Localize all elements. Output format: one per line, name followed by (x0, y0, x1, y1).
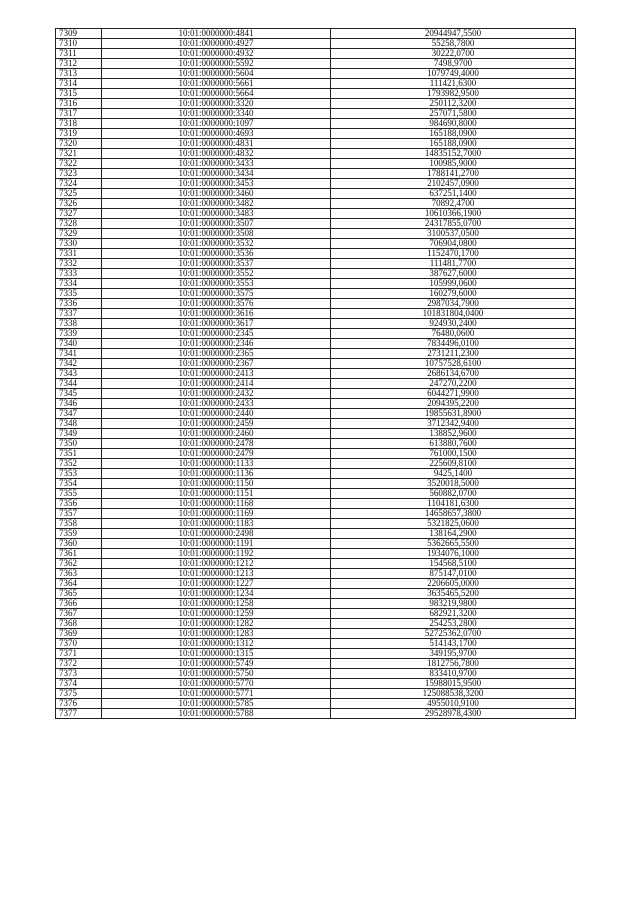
row-number-cell: 7344 (56, 379, 102, 389)
row-number-cell: 7363 (56, 569, 102, 579)
cadastral-number-cell: 10:01:0000000:2346 (102, 339, 331, 349)
table-row (56, 179, 576, 189)
value-cell: 3520018,5000 (331, 479, 576, 489)
cadastral-number-cell: 10:01:0000000:3536 (102, 249, 331, 259)
cadastral-number-cell: 10:01:0000000:1283 (102, 629, 331, 639)
row-number-cell: 7346 (56, 399, 102, 409)
cadastral-number-cell: 10:01:0000000:3616 (102, 309, 331, 319)
table-row (56, 119, 576, 129)
row-number-cell: 7318 (56, 119, 102, 129)
cadastral-number-cell: 10:01:0000000:3460 (102, 189, 331, 199)
value-cell: 160279,6000 (331, 289, 576, 299)
cadastral-number-cell: 10:01:0000000:1097 (102, 119, 331, 129)
value-cell: 984690,8000 (331, 119, 576, 129)
table-row (56, 329, 576, 339)
row-number-cell: 7369 (56, 629, 102, 639)
table-row (56, 599, 576, 609)
value-cell: 138852,9600 (331, 429, 576, 439)
row-number-cell: 7354 (56, 479, 102, 489)
cadastral-number-cell: 10:01:0000000:1315 (102, 649, 331, 659)
row-number-cell: 7343 (56, 369, 102, 379)
value-cell: 7834496,0100 (331, 339, 576, 349)
cadastral-number-cell: 10:01:0000000:3507 (102, 219, 331, 229)
cadastral-number-cell: 10:01:0000000:2433 (102, 399, 331, 409)
cadastral-number-cell: 10:01:0000000:1191 (102, 539, 331, 549)
table-row (56, 99, 576, 109)
row-number-cell: 7311 (56, 49, 102, 59)
table-row (56, 389, 576, 399)
value-cell: 706904,0800 (331, 239, 576, 249)
cadastral-number-cell: 10:01:0000000:4693 (102, 129, 331, 139)
row-number-cell: 7331 (56, 249, 102, 259)
table-row (56, 699, 576, 709)
cadastral-number-cell: 10:01:0000000:5592 (102, 59, 331, 69)
row-number-cell: 7323 (56, 169, 102, 179)
value-cell: 7498,9700 (331, 59, 576, 69)
table-row (56, 639, 576, 649)
value-cell: 514143,1700 (331, 639, 576, 649)
value-cell: 637251,1400 (331, 189, 576, 199)
cadastral-number-cell: 10:01:0000000:1258 (102, 599, 331, 609)
value-cell: 254253,2800 (331, 619, 576, 629)
table-row (56, 129, 576, 139)
value-cell: 2987034,7900 (331, 299, 576, 309)
value-cell: 2731211,2300 (331, 349, 576, 359)
cadastral-number-cell: 10:01:0000000:1212 (102, 559, 331, 569)
cadastral-number-cell: 10:01:0000000:1213 (102, 569, 331, 579)
row-number-cell: 7353 (56, 469, 102, 479)
value-cell: 125088538,3200 (331, 689, 576, 699)
table-row (56, 39, 576, 49)
cadastral-number-cell: 10:01:0000000:5770 (102, 679, 331, 689)
value-cell: 1934076,1000 (331, 549, 576, 559)
cadastral-number-cell: 10:01:0000000:3553 (102, 279, 331, 289)
cadastral-number-cell: 10:01:0000000:1136 (102, 469, 331, 479)
cadastral-number-cell: 10:01:0000000:1282 (102, 619, 331, 629)
table-row (56, 399, 576, 409)
row-number-cell: 7317 (56, 109, 102, 119)
value-cell: 2206605,0000 (331, 579, 576, 589)
cadastral-number-cell: 10:01:0000000:3617 (102, 319, 331, 329)
cadastral-number-cell: 10:01:0000000:1234 (102, 589, 331, 599)
row-number-cell: 7316 (56, 99, 102, 109)
table-row (56, 239, 576, 249)
value-cell: 70892,4700 (331, 199, 576, 209)
row-number-cell: 7335 (56, 289, 102, 299)
table-row (56, 539, 576, 549)
table-row (56, 629, 576, 639)
table-row (56, 69, 576, 79)
table-row (56, 609, 576, 619)
cadastral-number-cell: 10:01:0000000:5788 (102, 709, 331, 719)
value-cell: 10610366,1900 (331, 209, 576, 219)
cadastral-number-cell: 10:01:0000000:3453 (102, 179, 331, 189)
value-cell: 55258,7800 (331, 39, 576, 49)
row-number-cell: 7377 (56, 709, 102, 719)
value-cell: 257071,5800 (331, 109, 576, 119)
row-number-cell: 7319 (56, 129, 102, 139)
value-cell: 682921,3200 (331, 609, 576, 619)
cadastral-number-cell: 10:01:0000000:1150 (102, 479, 331, 489)
table-row (56, 209, 576, 219)
value-cell: 761000,1500 (331, 449, 576, 459)
table-row (56, 189, 576, 199)
table-row (56, 259, 576, 269)
row-number-cell: 7342 (56, 359, 102, 369)
row-number-cell: 7349 (56, 429, 102, 439)
value-cell: 3712342,9400 (331, 419, 576, 429)
cadastral-number-cell: 10:01:0000000:4831 (102, 139, 331, 149)
table-row (56, 29, 576, 39)
cadastral-number-cell: 10:01:0000000:2432 (102, 389, 331, 399)
table-row (56, 229, 576, 239)
table-row (56, 249, 576, 259)
cadastral-number-cell: 10:01:0000000:5664 (102, 89, 331, 99)
cadastral-number-cell: 10:01:0000000:3483 (102, 209, 331, 219)
value-cell: 2094395,2200 (331, 399, 576, 409)
table-row (56, 299, 576, 309)
row-number-cell: 7315 (56, 89, 102, 99)
value-cell: 111481,7700 (331, 259, 576, 269)
row-number-cell: 7355 (56, 489, 102, 499)
row-number-cell: 7341 (56, 349, 102, 359)
table-row (56, 689, 576, 699)
cadastral-number-cell: 10:01:0000000:1151 (102, 489, 331, 499)
cadastral-number-cell: 10:01:0000000:3537 (102, 259, 331, 269)
row-number-cell: 7368 (56, 619, 102, 629)
cadastral-number-cell: 10:01:0000000:3433 (102, 159, 331, 169)
table-row (56, 109, 576, 119)
row-number-cell: 7362 (56, 559, 102, 569)
row-number-cell: 7365 (56, 589, 102, 599)
cadastral-number-cell: 10:01:0000000:1312 (102, 639, 331, 649)
row-number-cell: 7347 (56, 409, 102, 419)
row-number-cell: 7366 (56, 599, 102, 609)
row-number-cell: 7328 (56, 219, 102, 229)
cadastral-number-cell: 10:01:0000000:2460 (102, 429, 331, 439)
row-number-cell: 7339 (56, 329, 102, 339)
cadastral-number-cell: 10:01:0000000:4832 (102, 149, 331, 159)
value-cell: 3635465,5200 (331, 589, 576, 599)
value-cell: 3100537,0500 (331, 229, 576, 239)
cadastral-number-cell: 10:01:0000000:3508 (102, 229, 331, 239)
value-cell: 247270,2200 (331, 379, 576, 389)
value-cell: 29528978,4300 (331, 709, 576, 719)
table-row (56, 49, 576, 59)
value-cell: 875147,0100 (331, 569, 576, 579)
table-row (56, 319, 576, 329)
row-number-cell: 7373 (56, 669, 102, 679)
row-number-cell: 7356 (56, 499, 102, 509)
value-cell: 6044271,9900 (331, 389, 576, 399)
cadastral-number-cell: 10:01:0000000:1133 (102, 459, 331, 469)
row-number-cell: 7352 (56, 459, 102, 469)
table-row (56, 459, 576, 469)
table-row (56, 479, 576, 489)
value-cell: 349195,9700 (331, 649, 576, 659)
cadastral-number-cell: 10:01:0000000:3482 (102, 199, 331, 209)
table-row (56, 649, 576, 659)
cadastral-number-cell: 10:01:0000000:1168 (102, 499, 331, 509)
table-row (56, 159, 576, 169)
value-cell: 10757528,6100 (331, 359, 576, 369)
table-row (56, 379, 576, 389)
table-row (56, 79, 576, 89)
value-cell: 250112,3200 (331, 99, 576, 109)
cadastral-number-cell: 10:01:0000000:3576 (102, 299, 331, 309)
table-row (56, 619, 576, 629)
cadastral-number-cell: 10:01:0000000:2478 (102, 439, 331, 449)
table-row (56, 289, 576, 299)
cadastral-number-cell: 10:01:0000000:3532 (102, 239, 331, 249)
cadastral-number-cell: 10:01:0000000:3552 (102, 269, 331, 279)
value-cell: 111421,6300 (331, 79, 576, 89)
value-cell: 19855631,8900 (331, 409, 576, 419)
row-number-cell: 7376 (56, 699, 102, 709)
table-row (56, 489, 576, 499)
table-row (56, 529, 576, 539)
table-row (56, 359, 576, 369)
table-row (56, 149, 576, 159)
value-cell: 100985,9000 (331, 159, 576, 169)
cadastral-number-cell: 10:01:0000000:3340 (102, 109, 331, 119)
cadastral-number-cell: 10:01:0000000:4932 (102, 49, 331, 59)
row-number-cell: 7322 (56, 159, 102, 169)
table-row (56, 659, 576, 669)
value-cell: 5362665,5500 (331, 539, 576, 549)
cadastral-number-cell: 10:01:0000000:5749 (102, 659, 331, 669)
table-row (56, 679, 576, 689)
table-row (56, 449, 576, 459)
table-row (56, 199, 576, 209)
value-cell: 1104181,6300 (331, 499, 576, 509)
value-cell: 52725362,0700 (331, 629, 576, 639)
row-number-cell: 7358 (56, 519, 102, 529)
cadastral-number-cell: 10:01:0000000:2367 (102, 359, 331, 369)
table-row (56, 469, 576, 479)
cadastral-number-cell: 10:01:0000000:2414 (102, 379, 331, 389)
value-cell: 4955010,9100 (331, 699, 576, 709)
row-number-cell: 7309 (56, 29, 102, 39)
row-number-cell: 7360 (56, 539, 102, 549)
table-row (56, 509, 576, 519)
row-number-cell: 7329 (56, 229, 102, 239)
cadastral-number-cell: 10:01:0000000:2365 (102, 349, 331, 359)
cadastral-number-cell: 10:01:0000000:3320 (102, 99, 331, 109)
table-row (56, 439, 576, 449)
cadastral-number-cell: 10:01:0000000:2440 (102, 409, 331, 419)
row-number-cell: 7337 (56, 309, 102, 319)
table-row (56, 569, 576, 579)
table-row (56, 669, 576, 679)
table-row (56, 709, 576, 719)
value-cell: 105999,0600 (331, 279, 576, 289)
table-row (56, 419, 576, 429)
value-cell: 2102457,0900 (331, 179, 576, 189)
row-number-cell: 7336 (56, 299, 102, 309)
row-number-cell: 7334 (56, 279, 102, 289)
row-number-cell: 7338 (56, 319, 102, 329)
value-cell: 138164,2900 (331, 529, 576, 539)
row-number-cell: 7330 (56, 239, 102, 249)
value-cell: 30222,0700 (331, 49, 576, 59)
cadastral-number-cell: 10:01:0000000:5750 (102, 669, 331, 679)
value-cell: 101831804,0400 (331, 309, 576, 319)
table-row (56, 59, 576, 69)
row-number-cell: 7321 (56, 149, 102, 159)
table-row (56, 139, 576, 149)
row-number-cell: 7325 (56, 189, 102, 199)
cadastral-number-cell: 10:01:0000000:2413 (102, 369, 331, 379)
value-cell: 5321825,0600 (331, 519, 576, 529)
row-number-cell: 7351 (56, 449, 102, 459)
value-cell: 833410,9700 (331, 669, 576, 679)
table-body (56, 29, 576, 719)
value-cell: 1812756,7800 (331, 659, 576, 669)
row-number-cell: 7332 (56, 259, 102, 269)
cadastral-number-cell: 10:01:0000000:2345 (102, 329, 331, 339)
table-row (56, 549, 576, 559)
table-row (56, 279, 576, 289)
value-cell: 14835152,7000 (331, 149, 576, 159)
table-row (56, 409, 576, 419)
cadastral-number-cell: 10:01:0000000:4841 (102, 29, 331, 39)
row-number-cell: 7371 (56, 649, 102, 659)
cadastral-number-cell: 10:01:0000000:5604 (102, 69, 331, 79)
table-row (56, 349, 576, 359)
value-cell: 20944947,5500 (331, 29, 576, 39)
row-number-cell: 7326 (56, 199, 102, 209)
table-row (56, 89, 576, 99)
row-number-cell: 7350 (56, 439, 102, 449)
value-cell: 15988015,9500 (331, 679, 576, 689)
table-row (56, 589, 576, 599)
cadastral-number-cell: 10:01:0000000:1259 (102, 609, 331, 619)
cadastral-number-cell: 10:01:0000000:4927 (102, 39, 331, 49)
row-number-cell: 7372 (56, 659, 102, 669)
cadastral-number-cell: 10:01:0000000:3575 (102, 289, 331, 299)
table-row (56, 339, 576, 349)
cadastral-number-cell: 10:01:0000000:5771 (102, 689, 331, 699)
row-number-cell: 7314 (56, 79, 102, 89)
table-row (56, 499, 576, 509)
row-number-cell: 7359 (56, 529, 102, 539)
cadastral-number-cell: 10:01:0000000:1183 (102, 519, 331, 529)
value-cell: 924930,2400 (331, 319, 576, 329)
cadastral-number-cell: 10:01:0000000:2479 (102, 449, 331, 459)
table-row (56, 559, 576, 569)
row-number-cell: 7340 (56, 339, 102, 349)
value-cell: 560882,0700 (331, 489, 576, 499)
cadastral-number-cell: 10:01:0000000:1169 (102, 509, 331, 519)
cadastral-number-cell: 10:01:0000000:1192 (102, 549, 331, 559)
cadastral-number-cell: 10:01:0000000:2459 (102, 419, 331, 429)
table-row (56, 519, 576, 529)
row-number-cell: 7345 (56, 389, 102, 399)
value-cell: 1788141,2700 (331, 169, 576, 179)
table-row (56, 369, 576, 379)
value-cell: 76480,0600 (331, 329, 576, 339)
value-cell: 1793982,9500 (331, 89, 576, 99)
value-cell: 983219,9800 (331, 599, 576, 609)
value-cell: 1079749,4000 (331, 69, 576, 79)
row-number-cell: 7310 (56, 39, 102, 49)
value-cell: 165188,0900 (331, 129, 576, 139)
cadastral-number-cell: 10:01:0000000:2498 (102, 529, 331, 539)
value-cell: 14658657,3800 (331, 509, 576, 519)
value-cell: 225609,8100 (331, 459, 576, 469)
value-cell: 613880,7600 (331, 439, 576, 449)
table-row (56, 309, 576, 319)
row-number-cell: 7313 (56, 69, 102, 79)
value-cell: 387627,6000 (331, 269, 576, 279)
row-number-cell: 7333 (56, 269, 102, 279)
cadastral-value-table (55, 28, 576, 719)
row-number-cell: 7327 (56, 209, 102, 219)
value-cell: 2686134,6700 (331, 369, 576, 379)
row-number-cell: 7312 (56, 59, 102, 69)
cadastral-number-cell: 10:01:0000000:5785 (102, 699, 331, 709)
row-number-cell: 7374 (56, 679, 102, 689)
table-row (56, 429, 576, 439)
table-row (56, 169, 576, 179)
row-number-cell: 7364 (56, 579, 102, 589)
row-number-cell: 7324 (56, 179, 102, 189)
row-number-cell: 7361 (56, 549, 102, 559)
value-cell: 1152470,1700 (331, 249, 576, 259)
value-cell: 24317855,0700 (331, 219, 576, 229)
row-number-cell: 7348 (56, 419, 102, 429)
row-number-cell: 7375 (56, 689, 102, 699)
value-cell: 154568,5100 (331, 559, 576, 569)
value-cell: 9425,1400 (331, 469, 576, 479)
cadastral-number-cell: 10:01:0000000:5661 (102, 79, 331, 89)
row-number-cell: 7320 (56, 139, 102, 149)
row-number-cell: 7357 (56, 509, 102, 519)
table-row (56, 269, 576, 279)
table-row (56, 579, 576, 589)
row-number-cell: 7367 (56, 609, 102, 619)
row-number-cell: 7370 (56, 639, 102, 649)
cadastral-number-cell: 10:01:0000000:3434 (102, 169, 331, 179)
cadastral-number-cell: 10:01:0000000:1227 (102, 579, 331, 589)
table-row (56, 219, 576, 229)
value-cell: 165188,0900 (331, 139, 576, 149)
